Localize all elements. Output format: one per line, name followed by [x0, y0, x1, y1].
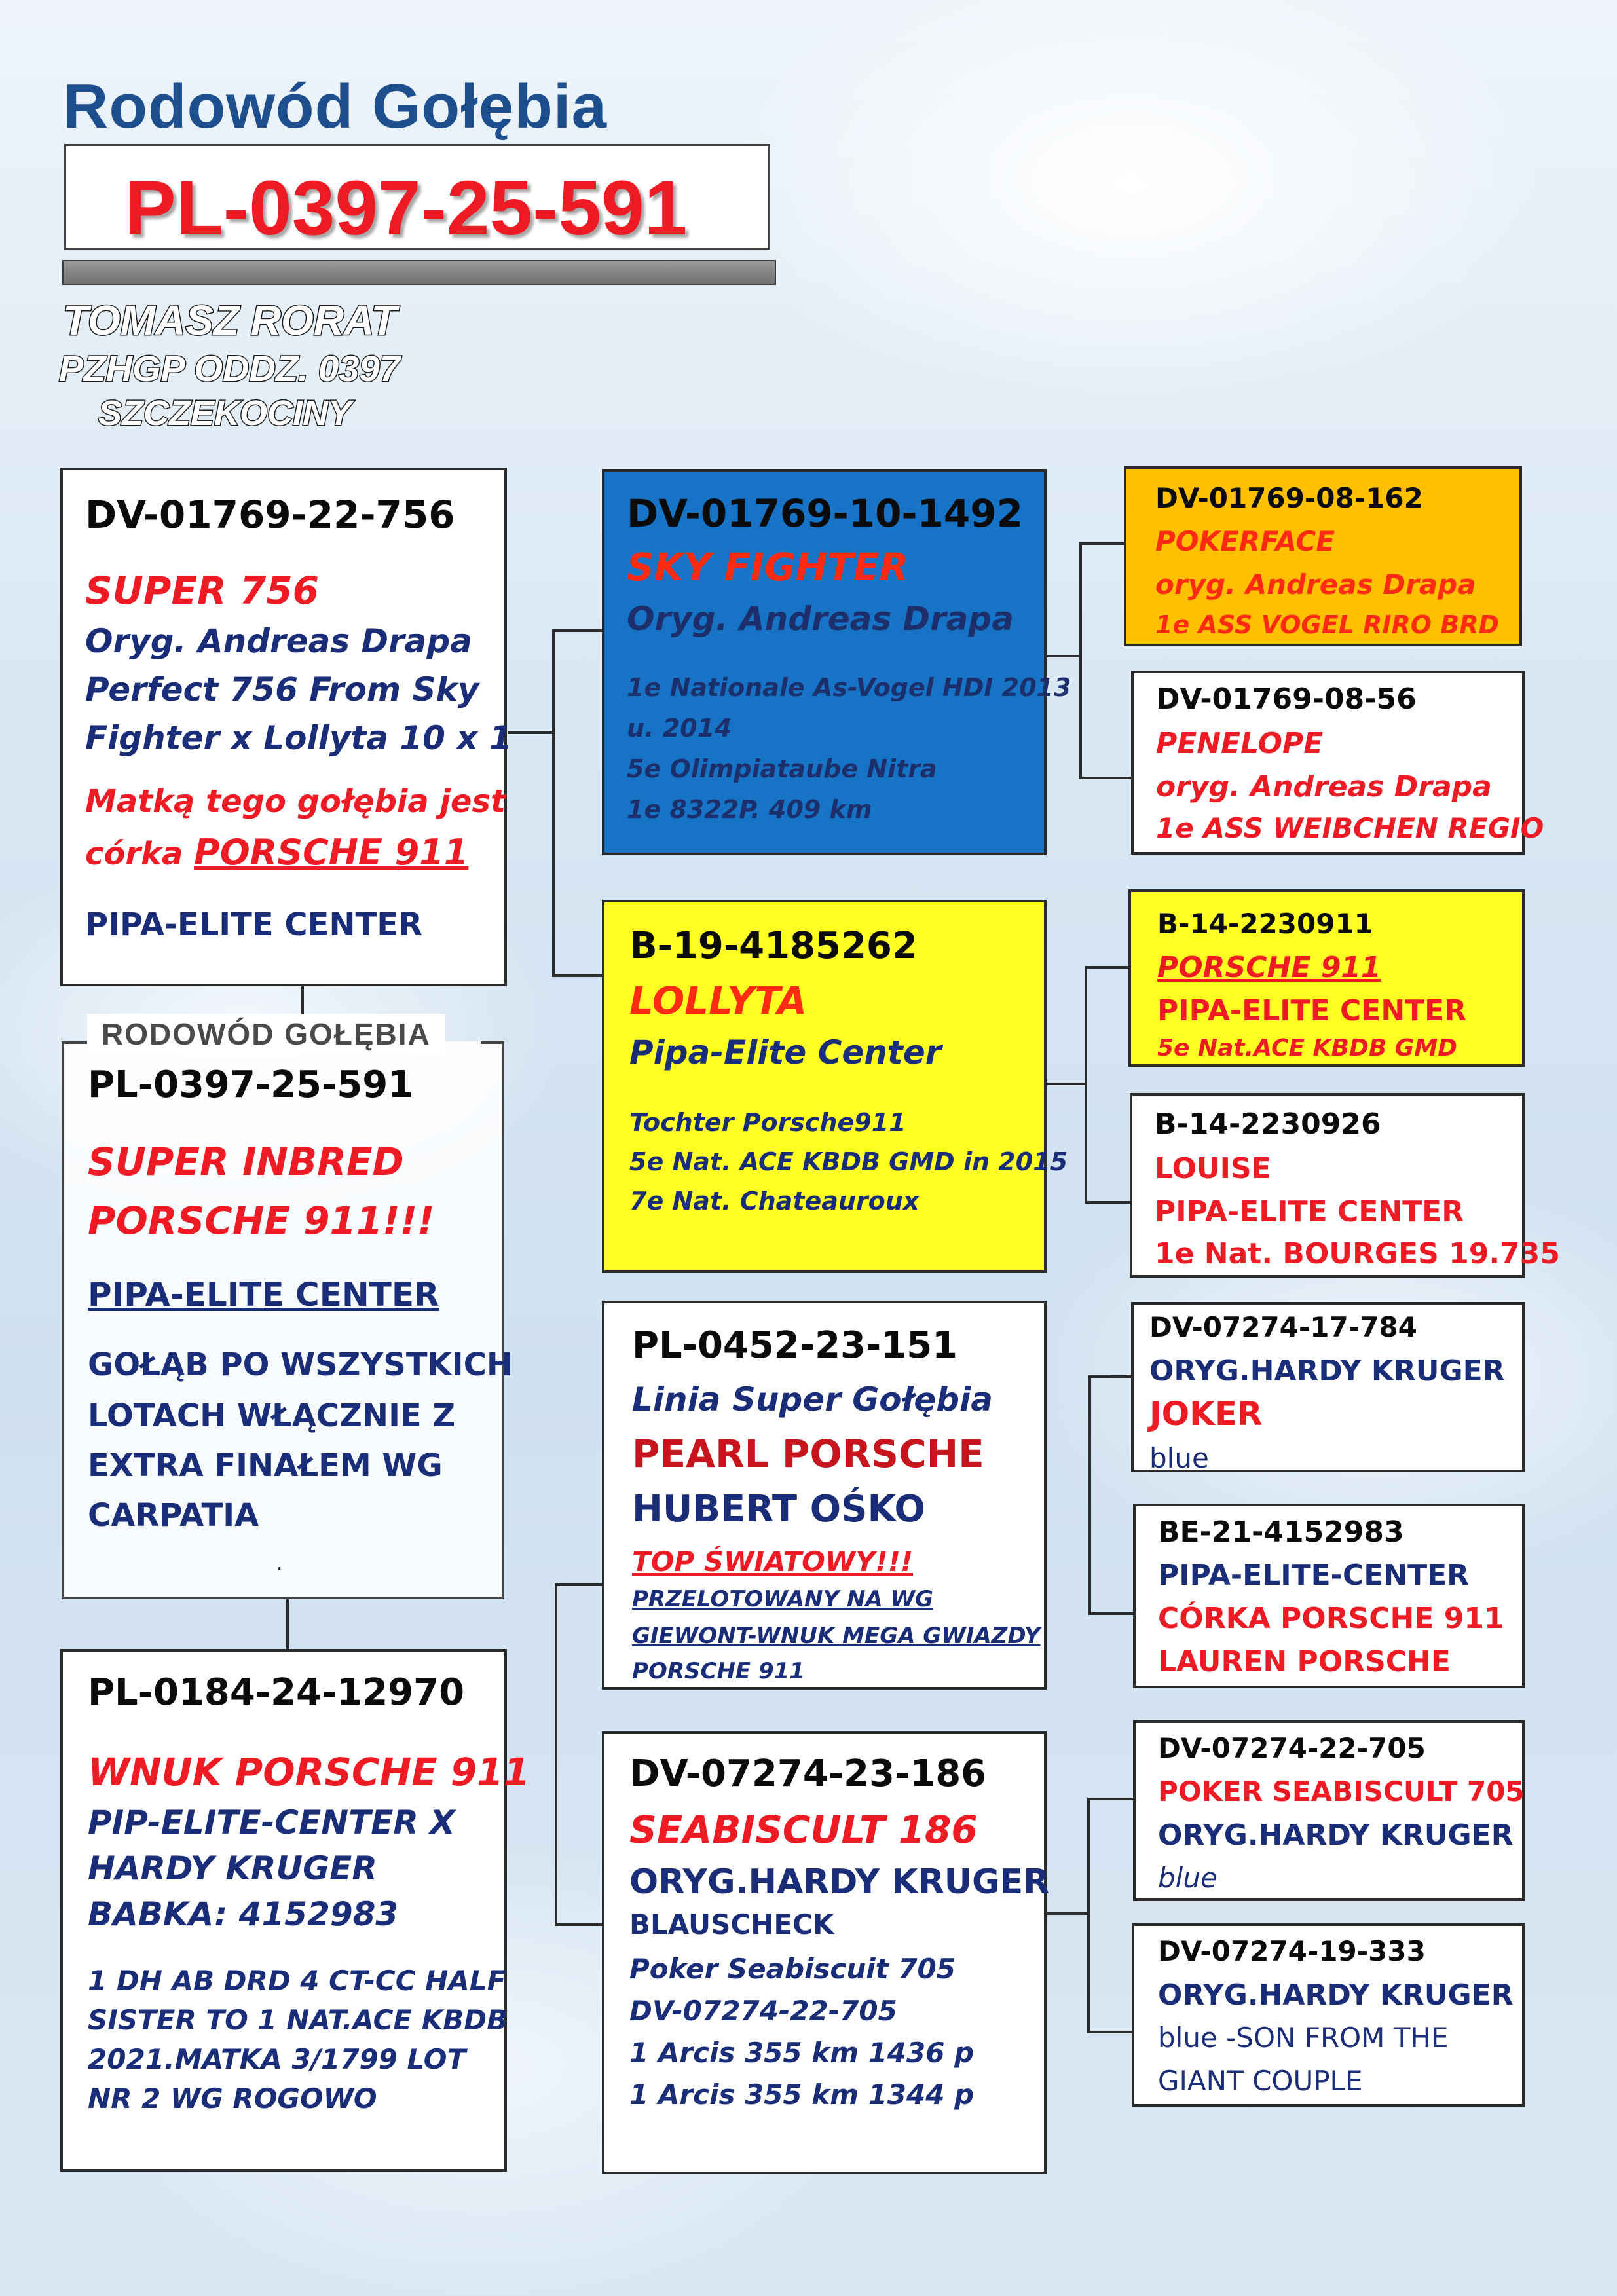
frame-edge: [481, 1041, 504, 1044]
dam-ring: PL-0184-24-12970: [88, 1671, 465, 1714]
ggs-pokerface-card: [1124, 466, 1522, 646]
dam-line: HARDY KRUGER: [88, 1849, 377, 1887]
granddam-maternal-card: [602, 1731, 1050, 2174]
ggs-joker-card: [1131, 1302, 1525, 1472]
gs-result: 1e 8322P. 409 km: [627, 795, 872, 824]
dam-line: PIP-ELITE-CENTER X: [88, 1804, 455, 1842]
gs2-result: PRZELOTOWANY NA WG: [632, 1586, 933, 1612]
connector: [1047, 655, 1079, 657]
subject-card: [62, 1041, 513, 1599]
frame-edge: [62, 1041, 90, 1044]
connector: [508, 731, 552, 734]
ggd4-line: blue -SON FROM THE: [1158, 2022, 1449, 2054]
connector: [1085, 966, 1128, 969]
owner-city: SZCZEKOCINY: [98, 394, 352, 433]
connector: [1087, 1798, 1133, 1800]
gs2-line: Linia Super Gołębia: [632, 1380, 993, 1418]
ggs-poker-seabiscult-card: [1133, 1720, 1525, 1901]
subject-dot: .: [276, 1552, 283, 1575]
ggd-penelope-card: [1131, 671, 1544, 855]
connector: [1088, 1375, 1091, 1615]
gd-ring: B-19-4185262: [629, 925, 918, 967]
ggd3-line: CÓRKA PORSCHE 911: [1158, 1602, 1504, 1635]
subject-label: RODOWÓD GOŁĘBIA: [87, 1014, 445, 1054]
sire-card: [60, 468, 512, 986]
ggd-result: 1e ASS WEIBCHEN REGIO: [1156, 812, 1544, 844]
connector: [1079, 542, 1082, 779]
connector: [555, 1583, 557, 1926]
gd-name: LOLLYTA: [629, 978, 808, 1023]
ggs-porsche-card: [1128, 889, 1525, 1067]
ggs4-name: POKER SEABISCULT 705: [1158, 1775, 1525, 1807]
connector: [1047, 1083, 1085, 1085]
connector: [552, 629, 602, 632]
ggd2-name: LOUISE: [1155, 1152, 1271, 1185]
ggd4-ring: DV-07274-19-333: [1158, 1935, 1426, 1967]
ggd3-line: LAUREN PORSCHE: [1158, 1645, 1451, 1678]
header-divider-bar: [62, 260, 776, 285]
gd2-name: SEABISCULT 186: [629, 1807, 978, 1852]
connector: [552, 631, 555, 976]
owner-club: PZHGP ODDZ. 0397: [59, 348, 400, 389]
connector: [555, 1583, 603, 1586]
connector: [1087, 2031, 1132, 2033]
sire-note: [85, 832, 468, 873]
ggs4-color: blue: [1158, 1862, 1217, 1894]
subject-loft: PIPA-ELITE CENTER: [88, 1276, 439, 1314]
gs-breeder: Oryg. Andreas Drapa: [627, 600, 1014, 638]
connector: [286, 1598, 289, 1650]
ggs-breeder: oryg. Andreas Drapa: [1155, 568, 1476, 601]
gd2-line: Poker Seabiscuit 705: [629, 1953, 956, 1985]
gs-ring: DV-01769-10-1492: [627, 491, 1023, 536]
ggs3-ring: DV-07274-17-784: [1149, 1311, 1417, 1343]
ggd2-result: 1e Nat. BOURGES 19.735: [1155, 1237, 1560, 1270]
dam-card: [60, 1649, 530, 2172]
connector: [552, 974, 602, 977]
gd-breeder: Pipa-Elite Center: [629, 1033, 942, 1071]
gs-result: 1e Nationale As-Vogel HDI 2013: [627, 673, 1071, 702]
gs-result: 5e Olimpiataube Nitra: [627, 754, 937, 783]
gs2-result: GIEWONT-WNUK MEGA GWIAZDY: [632, 1623, 1041, 1649]
connector: [1085, 966, 1087, 1204]
grandsire-paternal-card: [602, 469, 1071, 855]
grandsire-maternal-card: [602, 1301, 1047, 1690]
subject-title: SUPER INBRED: [88, 1139, 404, 1184]
ggs3-color: blue: [1149, 1442, 1209, 1472]
sire-note-prefix: córka: [85, 836, 195, 872]
gd-result: Tochter Porsche911: [629, 1108, 906, 1137]
dam-note: 2021.MATKA 3/1799 LOT: [88, 2043, 466, 2075]
gd2-color: BLAUSCHECK: [629, 1908, 834, 1940]
ggd-louise-card: [1130, 1093, 1560, 1278]
subject-desc: GOŁĄB PO WSZYSTKICH: [88, 1346, 513, 1383]
ggd4-breeder: ORYG.HARDY KRUGER: [1158, 1978, 1514, 2012]
subject-ring: PL-0397-25-591: [88, 1064, 414, 1106]
ggd3-ring: BE-21-4152983: [1158, 1515, 1404, 1549]
ggs-result: 1e ASS VOGEL RIRO BRD: [1155, 610, 1500, 639]
ggs4-ring: DV-07274-22-705: [1158, 1732, 1426, 1764]
subject-desc: CARPATIA: [88, 1497, 259, 1534]
ggs3-name: JOKER: [1149, 1395, 1263, 1433]
ggd-ring: DV-01769-08-56: [1156, 682, 1417, 716]
ggs-name: POKERFACE: [1155, 525, 1335, 557]
connector: [1079, 542, 1124, 545]
gs-result: u. 2014: [627, 714, 732, 743]
gd2-breeder: ORYG.HARDY KRUGER: [629, 1862, 1050, 1902]
gs2-result: TOP ŚWIATOWY!!!: [632, 1546, 914, 1578]
ggd-breeder: oryg. Andreas Drapa: [1156, 770, 1492, 804]
gd2-line: 1 Arcis 355 km 1436 p: [629, 2037, 975, 2069]
dam-note: 1 DH AB DRD 4 CT-CC HALF: [88, 1965, 506, 1997]
subject-desc: EXTRA FINAŁEM WG: [88, 1447, 443, 1484]
ggs2-result: 5e Nat.ACE KBDB GMD: [1157, 1035, 1458, 1062]
ggd4-line: GIANT COUPLE: [1158, 2065, 1363, 2097]
ggs2-breeder: PIPA-ELITE CENTER: [1157, 994, 1467, 1028]
sire-breeder: Oryg. Andreas Drapa: [85, 622, 472, 660]
dam-note: SISTER TO 1 NAT.ACE KBDB: [88, 2004, 508, 2036]
ggs3-breeder: ORYG.HARDY KRUGER: [1149, 1354, 1505, 1388]
dam-note: NR 2 WG ROGOWO: [88, 2083, 377, 2115]
sire-note: Matką tego gołębia jest: [85, 783, 506, 820]
connector: [1047, 1912, 1087, 1915]
connector: [1088, 1612, 1133, 1615]
connector: [1085, 1201, 1132, 1204]
dam-name: WNUK PORSCHE 911: [88, 1750, 530, 1794]
connector: [1087, 1798, 1090, 2033]
gd-result: 5e Nat. ACE KBDB GMD in 2015: [629, 1147, 1068, 1176]
connector: [555, 1923, 603, 1926]
ggd2-ring: B-14-2230926: [1155, 1107, 1381, 1141]
ggd2-breeder: PIPA-ELITE CENTER: [1155, 1195, 1464, 1229]
gs2-result: PORSCHE 911: [632, 1658, 805, 1684]
ggd-lauren-card: [1133, 1504, 1525, 1688]
sire-pedigree-line: Perfect 756 From Sky: [85, 671, 479, 709]
subject-desc: LOTACH WŁĄCZNIE Z: [88, 1398, 456, 1434]
gd2-line: 1 Arcis 355 km 1344 p: [629, 2079, 975, 2111]
gd-result: 7e Nat. Chateauroux: [629, 1187, 920, 1215]
ring-number: PL-0397-25-591: [124, 165, 688, 251]
ggs4-breeder: ORYG.HARDY KRUGER: [1158, 1819, 1514, 1852]
ggs2-ring: B-14-2230911: [1157, 908, 1373, 940]
subject-title: PORSCHE 911!!!: [88, 1198, 435, 1243]
ggs-ring: DV-01769-08-162: [1155, 482, 1423, 514]
sire-pedigree-line: Fighter x Lollyta 10 x 1: [85, 719, 512, 757]
sire-ring: DV-01769-22-756: [85, 492, 455, 537]
gd2-ring: DV-07274-23-186: [629, 1752, 987, 1795]
sire-note-link: PORSCHE 911: [194, 832, 469, 873]
ggd-son-giant-couple-card: [1132, 1923, 1525, 2107]
page-title: Rodowód Gołębia: [63, 71, 607, 141]
ggd-name: PENELOPE: [1156, 727, 1324, 760]
sire-name: SUPER 756: [85, 568, 319, 613]
sire-loft: PIPA-ELITE CENTER: [85, 906, 423, 943]
gd2-line: DV-07274-22-705: [629, 1995, 897, 2027]
dam-line: BABKA: 4152983: [88, 1895, 399, 1933]
gs2-ring: PL-0452-23-151: [632, 1324, 958, 1367]
gs-name: SKY FIGHTER: [627, 545, 909, 589]
connector: [1079, 777, 1133, 779]
granddam-paternal-card: [602, 900, 1068, 1273]
ggs2-name: PORSCHE 911: [1157, 951, 1381, 984]
gs2-breeder: HUBERT OŚKO: [632, 1488, 925, 1530]
owner-name: TOMASZ RORAT: [63, 297, 397, 344]
ggd3-breeder: PIPA-ELITE-CENTER: [1158, 1559, 1470, 1592]
gs2-name: PEARL PORSCHE: [632, 1432, 984, 1476]
